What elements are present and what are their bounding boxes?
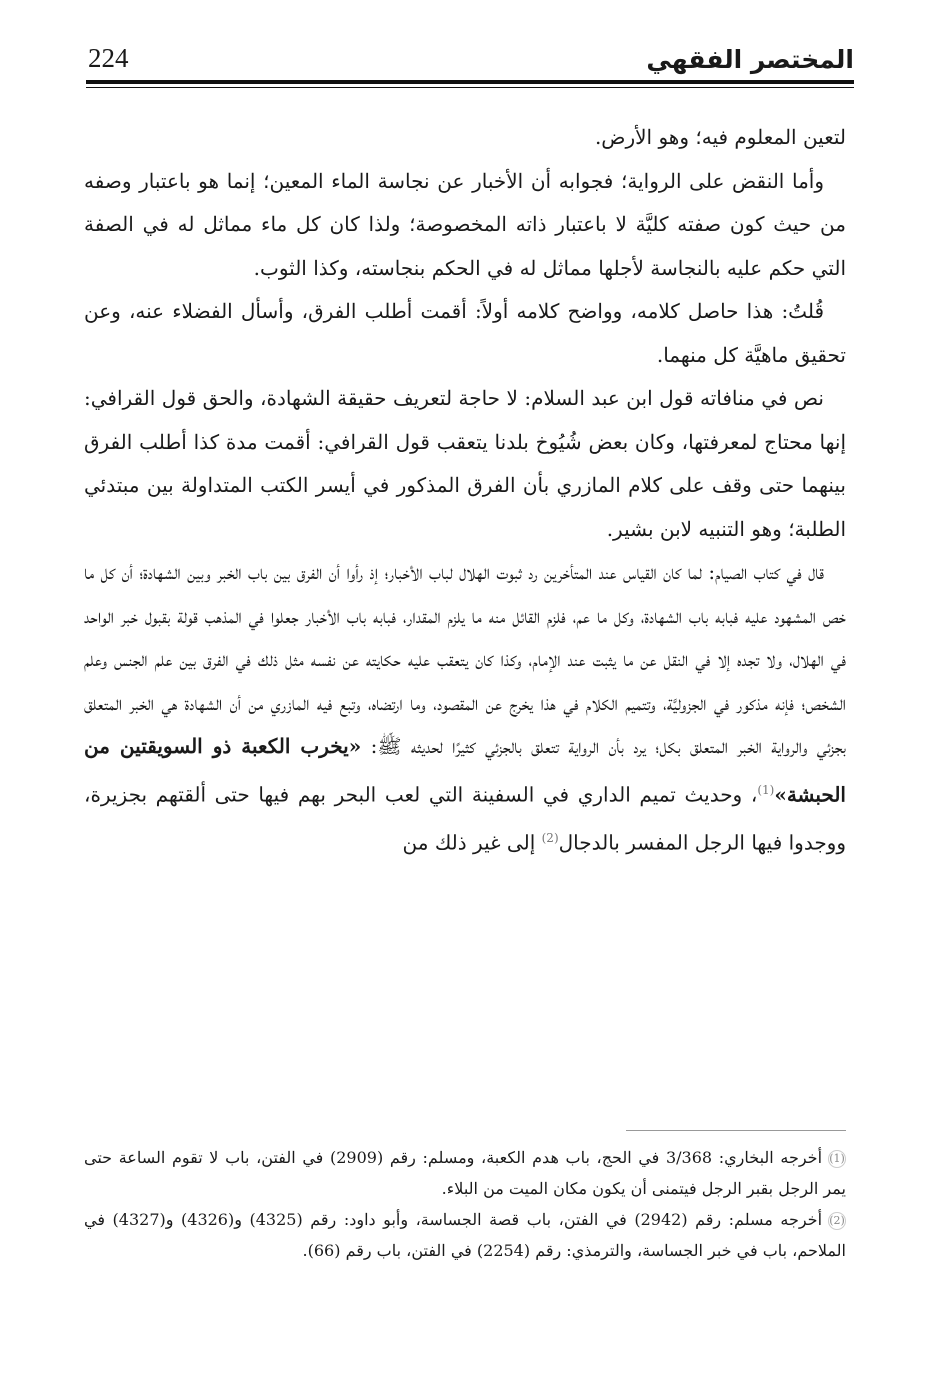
paragraph-5: [84, 551, 846, 865]
paragraph-3: قُلتُ: هذا حاصل كلامه، وواضح كلامه أولاً: أقمت أطلب الفرق، وأسأل الفضلاء عنه، وعن تحقيق ماهيَّة كل منهما.: [84, 299, 846, 367]
hadith-quote: «يخرب الكعبة ذو السويقتين من الحبشة»: [84, 734, 846, 807]
paragraph-4: نص في منافاته قول ابن عبد السلام: لا حاجة لتعريف حقيقة الشهادة، والحق قول القرافي: إنها محتاج لمعرفتها، وكان بعض شُيُوخ بلدنا يتعقب قول القرافي: أقمت مدة كذا أطلب الفرق بينهما حتى وقف على كلام المازري بأن الفرق المذكور في أيسر الكتب المتداولة بين مبتدئي الطلبة؛ وهو التنبيه لابن بشير.: [84, 386, 846, 541]
footnote-1: [84, 1142, 846, 1204]
footnote-2-text: أخرجه مسلم: رقم (2942) في الفتن، باب قصة الجساسة، وأبو داود: رقم (4325) و(4326) و(4327) في الملاحم، باب في خبر الجساسة، والترمذي: رقم (2254) في الفتن، باب رقم (66).: [84, 1210, 846, 1260]
footnote-2-number: (2): [828, 1212, 846, 1230]
paragraph-5-text-b: ، وحديث تميم الداري في السفينة التي لعب البحر بهم فيها حتى ألقتهم بجزيرة، ووجدوا فيها الرجل المفسر بالدجال: [84, 782, 846, 855]
footnote-ref-2: (2): [541, 830, 559, 845]
page-number: 224: [88, 43, 129, 73]
header-rule-thick: [86, 80, 854, 84]
header-rule-thin: [86, 87, 854, 88]
paragraph-1: لتعين المعلوم فيه؛ وهو الأرض.: [594, 125, 846, 149]
footnotes: [84, 1142, 846, 1266]
page-header: [88, 40, 854, 74]
footnote-2: [84, 1204, 846, 1266]
main-text: [84, 116, 846, 865]
book-title: المختصر الفقهي: [646, 45, 854, 74]
footnote-1-text: أخرجه البخاري: 3/368 في الحج، باب هدم الكعبة، ومسلم: رقم (2909) في الفتن، باب لا تقوم الساعة حتى يمر الرجل بقبر الرجل فيتمنى أن يكون مكان الميت من البلاء.: [84, 1148, 846, 1198]
paragraph-5-text-c: إلى غير ذلك من: [402, 830, 542, 855]
footnote-ref-1: (1): [757, 782, 775, 797]
footnote-1-number: (1): [828, 1150, 846, 1168]
paragraph-5-text-a: قال في كتاب الصيام: لما كان القياس عند المتأخرين رد ثبوت الهلال لباب الأخبار؛ إذ رأوا أن الفرق بين باب الخبر وبين الشهادة؛ أن كل ما خص المشهود عليه فبابه باب الشهادة، وكل ما عم، فلزم القائل منه ما يلزم المقدار، فبابه باب الأخبار جعلوا في المذهب قولة بقبول خبر الواحد في الهلال، ولا تجده إلا في النقل عن ما يثبت عند الإمام، وكذا كان يتعقب عليه حكايته عن نفسه مثل ذلك في الفرق بين علم الجنس وعلم الشخص؛ فإنه مذكور في الجزوليَّة، وتتميم الكلام في هذا يخرج عن المقصود، وما ارتضاه، وتبع فيه المازري من أن الشهادة هي الخبر المتعلق بجزئي والرواية الخبر المتعلق بكل؛ يرد بأن الرواية تتعلق بالجزئي كثيرًا لحديثه ﷺ:: [84, 560, 847, 758]
paragraph-2: وأما النقض على الرواية؛ فجوابه أن الأخبار عن نجاسة الماء المعين؛ إنما هو باعتبار وصفه من حيث كون صفته كليَّة لا باعتبار ذاته المخصوصة؛ ولذا كان كل ماء مماثل له في الصفة التي حكم عليه بالنجاسة لأجلها مماثل له في الحكم بنجاسته، وكذا الثوب.: [84, 168, 846, 280]
footnote-separator: [626, 1130, 846, 1131]
